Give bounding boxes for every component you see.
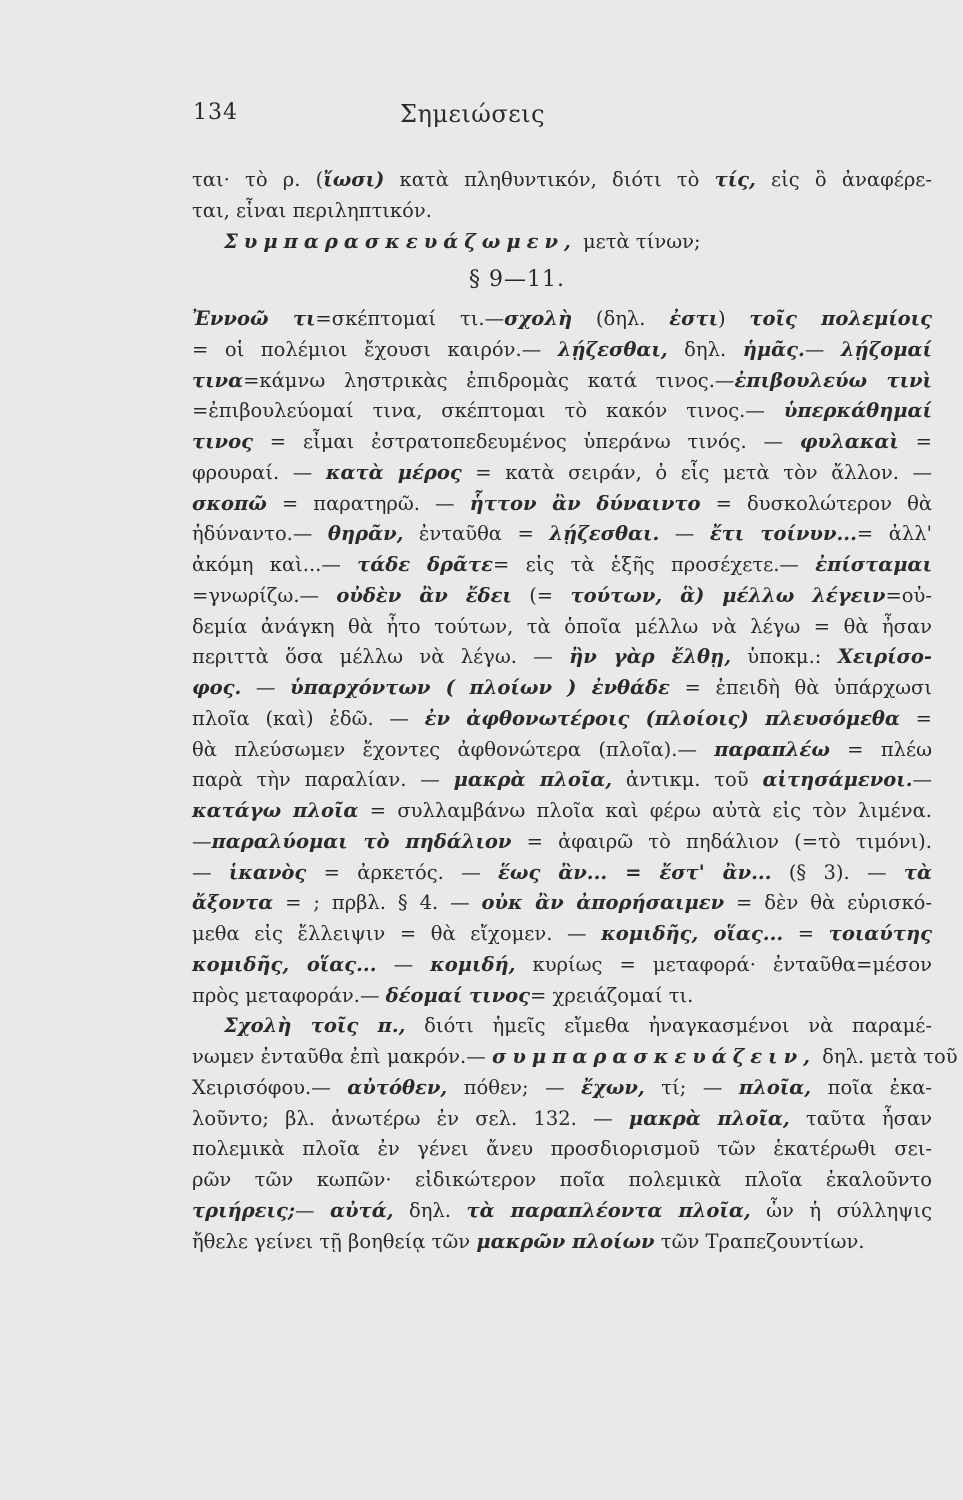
lemma-term: τριήρεις;	[192, 1198, 296, 1222]
lemma-term: Συμπαρασκευάζωμεν,	[224, 229, 577, 253]
lemma-term: θηρᾶν,	[327, 522, 404, 546]
running-title: Σημειώσεις	[400, 100, 546, 128]
text-line	[192, 396, 932, 427]
lemma-term: παραπλέω	[714, 737, 830, 761]
gloss-text: ἀκόμη καὶ...—	[192, 553, 358, 576]
lemma-term: ἐπιβουλεύω τινὶ	[734, 368, 932, 392]
gloss-text: ρῶν τῶν κωπῶν· εἰδικώτερον ποῖα πολεμικὰ πλοῖα ἐκαλοῦντο	[192, 1168, 932, 1191]
gloss-text: κατὰ πληθυντικόν, διότι τὸ	[384, 168, 715, 191]
gloss-text: =γνωρίζω.—	[192, 583, 337, 607]
lemma-term: Χειρίσο-	[837, 645, 932, 669]
gloss-text: = πλέω	[829, 737, 932, 761]
gloss-text: = ἀλλ'	[856, 522, 932, 546]
gloss-text: δηλ.	[667, 337, 743, 361]
lemma-term: ἐπίσταμαι	[815, 553, 932, 576]
gloss-text: δηλ.	[393, 1198, 467, 1222]
lemma-term: τούτων, ἃ) μέλλω λέγειν	[570, 583, 886, 607]
gloss-text: ὑποκμ.:	[730, 645, 838, 669]
text-line	[192, 1104, 932, 1135]
text-line	[192, 165, 932, 196]
gloss-text: = ἀρκετός. —	[306, 860, 499, 884]
lemma-term: αὐτόθεν,	[347, 1075, 448, 1099]
text-line	[192, 735, 932, 766]
text-line	[192, 196, 932, 227]
gloss-text: μεθα εἰς ἔλλειψιν = θὰ εἴχομεν. —	[192, 922, 602, 945]
lemma-term: παραλύομαι τὸ πηδάλιον	[211, 829, 512, 853]
gloss-text: =κάμνω ληστρικὰς ἐπιδρομὰς κατά τινος.—	[243, 368, 735, 392]
text-line	[192, 612, 932, 643]
lemma-term: κατάγω πλοῖα	[192, 799, 359, 822]
text-line	[192, 1227, 932, 1258]
gloss-text: = κατὰ σειράν, ὁ εἷς μετὰ τὸν ἄλλον. —	[461, 460, 932, 484]
gloss-text: )	[718, 307, 750, 330]
text-line	[192, 858, 932, 889]
gloss-text: ται· τὸ ρ. (	[192, 168, 324, 191]
lemma-term: μακρὰ πλοῖα,	[628, 1106, 790, 1130]
gloss-text: ποῖα ἐκα-	[811, 1075, 932, 1099]
text-line	[192, 704, 932, 735]
gloss-text: μετὰ τίνων;	[576, 229, 701, 253]
gloss-text: =	[783, 922, 829, 945]
text-line	[192, 581, 932, 612]
gloss-text: τῶν Τραπεζουντίων.	[654, 1229, 865, 1253]
gloss-text: = εἶμαι ἐστρατοπεδευμένος ὑπεράνω τινός. —	[252, 430, 800, 453]
lemma-term: οὐκ ἂν ἀπορήσαιμεν	[481, 891, 725, 915]
gloss-text: ἀντικμ. τοῦ	[612, 768, 763, 792]
gloss-text: = δυσκολώτερον θὰ	[700, 491, 932, 515]
gloss-text: =οὐ-	[885, 583, 932, 607]
gloss-text: (§ 3). —	[771, 860, 904, 884]
lemma-term: μακρῶν πλοίων	[476, 1229, 655, 1253]
gloss-text: = ἀφαιρῶ τὸ πηδάλιον (=τὸ τιμόνι).	[511, 829, 932, 853]
text-line	[192, 458, 932, 489]
lemma-term: τάδε δρᾶτε	[357, 553, 493, 576]
gloss-text: = παρατηρῶ. —	[266, 491, 470, 515]
gloss-text: ὧν ἡ σύλληψις	[750, 1198, 932, 1222]
gloss-text: δηλ. μετὰ τοῦ	[815, 1045, 958, 1068]
text-line	[192, 888, 932, 919]
text-line	[192, 1196, 932, 1227]
lemma-term: ἢν γὰρ ἔλθῃ,	[569, 645, 731, 669]
gloss-text: —	[804, 337, 841, 361]
gloss-text: = συλλαμβάνω πλοῖα καὶ φέρω αὐτὰ εἰς τὸν λιμένα.	[358, 799, 933, 822]
gloss-text: —	[241, 676, 291, 699]
gloss-text: =ἐπιβουλεύομαί τινα, σκέπτομαι τὸ κακόν τινος.—	[192, 399, 784, 423]
lemma-term: ἐστι	[669, 307, 719, 330]
gloss-text: =	[898, 430, 932, 453]
gloss-text: —	[192, 829, 212, 853]
gloss-text: =	[899, 706, 932, 730]
lemma-term: μακρὰ πλοῖα,	[453, 768, 613, 792]
gloss-text: =σκέπτομαί τι.—	[315, 307, 505, 330]
lemma-term: τὰ παραπλέοντα πλοῖα,	[466, 1198, 751, 1222]
text-line	[192, 1073, 932, 1104]
gloss-text: πρὸς μεταφοράν.—	[192, 983, 386, 1007]
lemma-term: πλοῖα,	[738, 1075, 812, 1099]
gloss-text: τί; —	[644, 1075, 739, 1099]
gloss-text: —	[659, 522, 710, 546]
text-line	[192, 1042, 958, 1073]
lemma-term: τινα	[192, 368, 244, 392]
gloss-text: —	[376, 952, 431, 976]
lemma-term: αἰτησάμενοι.	[762, 768, 913, 792]
lemma-term: σχολὴ	[504, 307, 573, 330]
lemma-term: ἱκανὸς	[228, 860, 307, 884]
gloss-text: κυρίως = μεταφορά· ἐνταῦθα=μέσον	[515, 952, 933, 976]
gloss-text: περιττὰ ὅσα μέλλω νὰ λέγω. —	[192, 645, 570, 669]
lemma-term: τοῖς πολεμίοις	[749, 307, 932, 330]
gloss-text: διότι ἡμεῖς εἴμεθα ἠναγκασμένοι νὰ παραμέ-	[405, 1014, 932, 1038]
gloss-text: ἤθελε γείνει τῇ βοηθείᾳ τῶν	[192, 1229, 477, 1253]
lemma-term: ἡμᾶς.	[742, 337, 805, 361]
gloss-text: παρὰ τὴν παραλίαν. —	[192, 768, 454, 792]
text-line	[192, 796, 932, 827]
lemma-term: πλοίων ) ἐνθάδε	[469, 676, 670, 699]
gloss-text: ἐνταῦθα =	[403, 522, 550, 546]
lemma-term: ἄξοντα	[192, 891, 274, 915]
gloss-text: πολεμικὰ πλοῖα ἐν γένει ἄνευ προσδιορισμοῦ τῶν ἑκατέρωθι σει-	[192, 1137, 932, 1161]
text-line	[192, 1165, 932, 1196]
page-header	[0, 100, 963, 134]
gloss-text: § 9—11.	[469, 267, 565, 293]
lemma-term: δέομαί τινος	[385, 983, 530, 1007]
lemma-term: αὐτά,	[330, 1198, 394, 1222]
lemma-term: ἴωσι)	[323, 168, 385, 191]
lemma-term: Σχολὴ τοῖς π.,	[224, 1014, 406, 1038]
text-line	[192, 950, 932, 981]
gloss-text: = ἐπειδὴ θὰ ὑπάρχωσι	[669, 676, 933, 699]
gloss-text: —	[192, 860, 229, 884]
gloss-text: = εἰς τὰ ἑξῆς προσέχετε.—	[493, 553, 816, 576]
text-line	[192, 1134, 932, 1165]
gloss-text: λοῦντο; βλ. ἀνωτέρω ἐν σελ. 132. —	[192, 1106, 629, 1130]
text-line	[192, 642, 932, 673]
lemma-term: ὑπαρχόντων (	[290, 676, 455, 699]
gloss-text: εἰς ὃ ἀναφέρε-	[755, 168, 932, 191]
gloss-text	[455, 676, 470, 699]
gloss-text: (δηλ.	[572, 307, 670, 330]
lemma-term: φος.	[192, 676, 242, 699]
lemma-term: λῄζομαί	[840, 337, 932, 361]
text-line	[192, 366, 932, 397]
gloss-text: νωμεν ἐνταῦθα ἐπὶ μακρόν.—	[192, 1045, 492, 1068]
gloss-text: ταῦτα ἦσαν	[789, 1106, 932, 1130]
lemma-term: Ἐννοῶ τι	[192, 307, 316, 330]
text-line	[192, 919, 932, 950]
lemma-term: κομιδή,	[430, 952, 516, 976]
text-line	[192, 489, 932, 520]
lemma-term: τινος	[192, 430, 253, 453]
gloss-text: = ; πρβλ. § 4. —	[273, 891, 482, 915]
gloss-text: = δὲν θὰ εὑρισκό-	[724, 891, 932, 915]
gloss-text: Χειρισόφου.—	[192, 1075, 348, 1099]
gloss-text: —	[912, 768, 933, 792]
gloss-text: φρουραί. —	[192, 460, 326, 484]
gloss-text: δεμία ἀνάγκη θὰ ἦτο τούτων, τὰ ὁποῖα μέλλω νὰ λέγω = θὰ ἦσαν	[192, 614, 932, 638]
gloss-text: = χρειάζομαί τι.	[530, 983, 694, 1007]
lemma-term: λῄζεσθαι,	[557, 337, 668, 361]
lemma-term: σκοπῶ	[192, 491, 267, 515]
lemma-term: τὰ	[903, 860, 933, 884]
lemma-term: κομιδῆς, οἵας...	[192, 952, 377, 976]
gloss-text: ἠδύναντο.—	[192, 522, 328, 546]
notes-text	[192, 165, 958, 1257]
text-line	[192, 981, 932, 1012]
text-line	[192, 673, 932, 704]
lemma-term: τοιαύτης	[828, 922, 932, 945]
text-line	[192, 765, 932, 796]
lemma-term: ἔτι τοίνυν...	[709, 522, 857, 546]
gloss-text: (=	[511, 583, 571, 607]
lemma-term: συμπαρασκευάζειν,	[491, 1045, 816, 1068]
lemma-term: κατὰ μέρος	[325, 460, 462, 484]
gloss-text: πλοῖα (καὶ) ἐδῶ. —	[192, 706, 425, 730]
text-line	[192, 827, 932, 858]
lemma-term: ἕως ἂν... = ἔστ' ἂν...	[498, 860, 772, 884]
lemma-term: ἐν ἀφθονωτέροις (πλοίοις) πλευσόμεθα	[424, 706, 900, 730]
gloss-text: ται, εἶναι περιληπτικόν.	[192, 198, 432, 222]
lemma-term: ἧττον ἂν δύναιντο	[469, 491, 701, 515]
lemma-term: λῄζεσθαι.	[549, 522, 660, 546]
text-line	[192, 227, 932, 258]
gloss-text: θὰ πλεύσωμεν ἔχοντες ἀφθονώτερα (πλοῖα).—	[192, 737, 715, 761]
gloss-text: πόθεν; —	[447, 1075, 582, 1099]
page-number: 134	[193, 100, 238, 125]
lemma-term: οὐδὲν ἂν ἔδει	[336, 583, 512, 607]
lemma-term: τίς,	[714, 168, 756, 191]
gloss-text: —	[295, 1198, 331, 1222]
lemma-term: φυλακαὶ	[799, 430, 899, 453]
lemma-term: κομιδῆς, οἵας...	[601, 922, 784, 945]
gloss-text: = οἱ πολέμιοι ἔχουσι καιρόν.—	[192, 337, 558, 361]
text-line	[192, 427, 932, 458]
text-line	[192, 335, 932, 366]
lemma-term: ὑπερκάθημαί	[783, 399, 932, 423]
text-line	[192, 550, 932, 581]
lemma-term: ἔχων,	[581, 1075, 645, 1099]
text-line	[192, 519, 932, 550]
text-line	[192, 1011, 932, 1042]
text-line	[192, 265, 932, 296]
text-line	[192, 304, 932, 335]
